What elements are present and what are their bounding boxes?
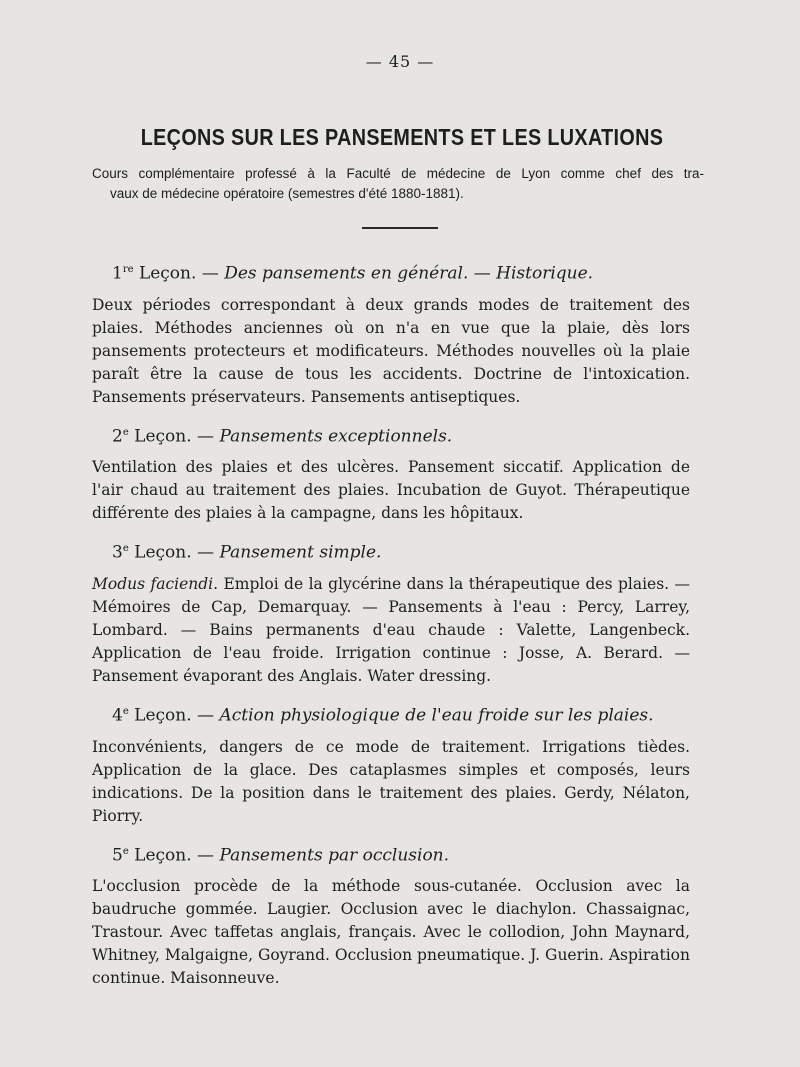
lesson-word: Leçon.: [138, 263, 197, 284]
lessons-list: [92, 258, 690, 1002]
lesson-body: L'occlusion procède de la méthode sous-cutanée. Occlusion avec la baudruche gommée. Laugier. Occlusion avec le diachylon. Chassaignac, Trastour. Avec taffetas anglais, français. Avec le collodion, John Maynard, Whitney, Malgaigne, Goyrand. Occlusion pneumatique. J. Guerin. Aspiration continue. Maisonneuve.: [92, 877, 690, 988]
lesson-topic: Pansements par occlusion.: [219, 845, 450, 866]
lesson-body-italic: Modus faciendi.: [92, 574, 219, 593]
lesson-topic: Pansement simple.: [219, 542, 382, 563]
subtitle: [92, 164, 704, 204]
lesson-2: [92, 421, 690, 526]
page-title: LEÇONS SUR LES PANSEMENTS ET LES LUXATIONS: [140, 124, 664, 150]
lesson-body: Inconvénients, dangers de ce mode de traitement. Irrigations tièdes. Application de la glace. Des cataplasmes simples et composés, leurs indications. De la position dans le traitement des plaies. Gerdy, Nélaton, Piorry.: [92, 737, 690, 825]
page-number: — 45 —: [365, 52, 435, 71]
lesson-number: 2: [112, 426, 123, 447]
lesson-body-text: Emploi de la glycérine dans la thérapeutique des plaies. — Mémoires de Cap, Demarquay. — Pansements à l'eau : Percy, Larrey, Lombard. — Bains permanents d'eau chaude : Valette, Langenbeck. Application de l'eau froide. Irrigation continue : Josse, A. Berard. — Pansement évaporant des Anglais. Water dressing.: [92, 574, 690, 685]
lesson-heading: [112, 258, 690, 286]
lesson-body: Ventilation des plaies et des ulcères. Pansement siccatif. Application de l'air chaud au traitement des plaies. Incubation de Guyot. Thérapeutique différente des plaies à la campagne, dans les hôpitaux.: [92, 458, 690, 523]
lesson-number-suffix: e: [122, 705, 129, 717]
lesson-topic: Pansements exceptionnels.: [219, 426, 453, 447]
lesson-number: 1: [112, 263, 123, 284]
lesson-number-suffix: re: [122, 264, 134, 275]
lesson-number: 4: [112, 705, 123, 726]
title-divider: [362, 227, 438, 229]
lesson-word: Leçon.: [134, 845, 192, 866]
lesson-word: Leçon.: [134, 426, 192, 447]
lesson-3: [92, 537, 690, 688]
lesson-body: Deux périodes correspondant à deux grands modes de traitement des plaies. Méthodes anciennes où on n'a en vue que la plaie, dès lors pansements protecteurs et modificateurs. Méthodes nouvelles où la plaie paraît être la cause de tous les accidents. Doctrine de l'intoxication. Pansements préservateurs. Pansements antiseptiques.: [92, 295, 690, 406]
lesson-5: [92, 840, 690, 991]
lesson-topic: Des pansements en général. — Historique.: [224, 263, 594, 284]
lesson-body: [92, 573, 690, 688]
lesson-heading: [112, 700, 690, 728]
lesson-number: 5: [112, 845, 123, 866]
lesson-4: [92, 700, 690, 828]
subtitle-line-1: Cours complémentaire professé à la Faculté de médecine de Lyon comme chef des tra-: [92, 166, 704, 181]
lesson-number-suffix: e: [122, 426, 129, 438]
lesson-topic: Action physiologique de l'eau froide sur les plaies.: [219, 705, 654, 726]
lesson-number-suffix: e: [122, 543, 129, 555]
lesson-1: [92, 258, 690, 409]
lesson-word: Leçon.: [134, 542, 192, 563]
lesson-dash: —: [197, 705, 215, 726]
lesson-heading: [112, 840, 690, 868]
lesson-dash: —: [197, 426, 215, 447]
lesson-dash: —: [197, 845, 215, 866]
subtitle-line-2: vaux de médecine opératoire (semestres d'été 1880-1881).: [110, 186, 464, 201]
lesson-number: 3: [112, 542, 123, 563]
lesson-dash: —: [201, 263, 219, 284]
lesson-heading: [112, 421, 690, 449]
lesson-heading: [112, 537, 690, 565]
lesson-dash: —: [197, 542, 215, 563]
lesson-word: Leçon.: [134, 705, 192, 726]
lesson-number-suffix: e: [122, 845, 129, 857]
